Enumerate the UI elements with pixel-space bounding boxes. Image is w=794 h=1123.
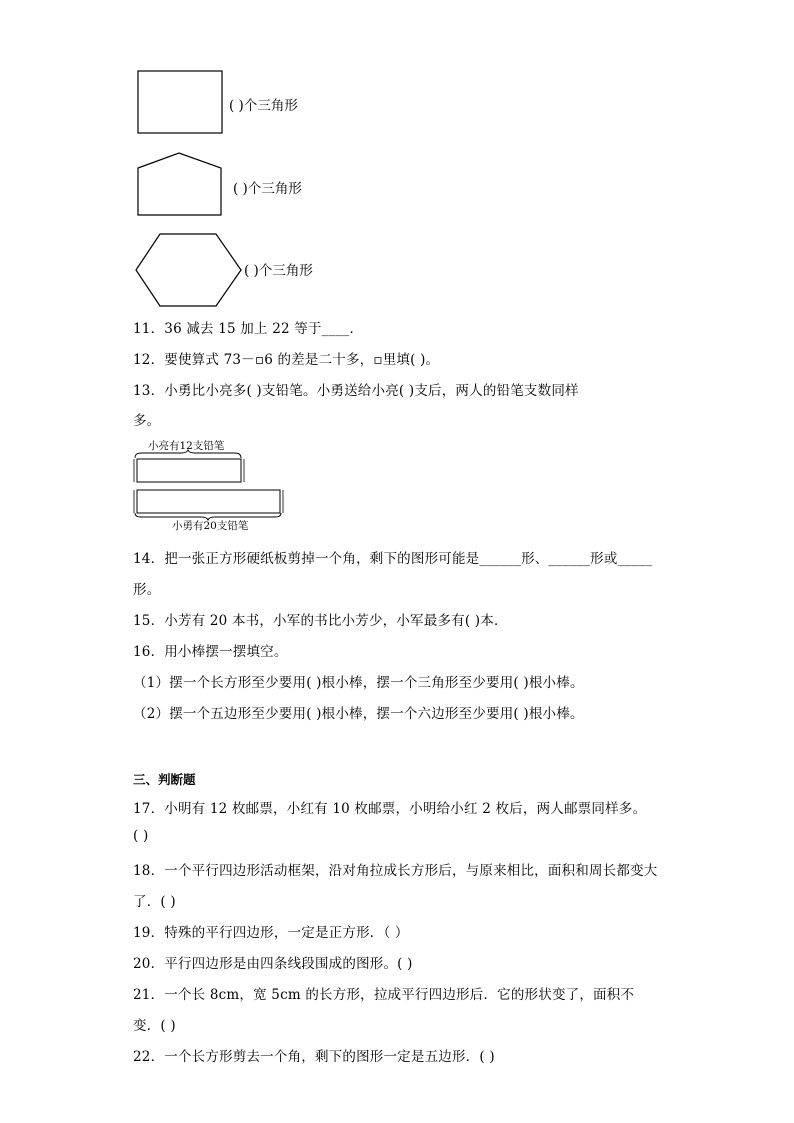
question-16-part2: （2）摆一个五边形至少要用( )根小棒，摆一个六边形至少要用( )根小棒。 [133, 706, 584, 722]
question-14-line1: 14．把一张正方形硬纸板剪掉一个角，剩下的图形可能是______形、______形或_____ [133, 551, 653, 567]
question-17-line1: 17．小明有 12 枚邮票，小红有 10 枚邮票，小明给小红 2 枚后，两人邮票同样多。 [133, 801, 647, 817]
question-16-part1: （1）摆一个长方形至少要用( )根小棒，摆一个三角形至少要用( )根小棒。 [133, 675, 584, 691]
question-11: 11．36 减去 15 加上 22 等于____． [133, 321, 364, 337]
question-14-line2: 形。 [133, 582, 161, 598]
question-17-line2: ( ) [133, 828, 149, 844]
section-title-judgement: 三、判断题 [133, 772, 196, 787]
question-22: 22．一个长方形剪去一个角，剩下的图形一定是五边形．( ) [133, 1049, 495, 1065]
question-13-line1: 13．小勇比小亮多( )支铅笔。小勇送给小亮( )支后，两人的铅笔支数同样 [133, 383, 579, 399]
question-12: 12．要使算式 73－▫6 的差是二十多，▫里填( )。 [133, 352, 440, 368]
diagram-top-label: 小亮有12支铅笔 [148, 440, 225, 452]
question-15: 15．小芳有 20 本书，小军的书比小芳少，小军最多有( )本． [133, 613, 508, 629]
question-16: 16．用小棒摆一摆填空。 [133, 644, 288, 660]
question-18-line2: 了．( ) [133, 894, 176, 910]
question-13-line2: 多。 [133, 413, 161, 429]
question-21-line2: 变．( ) [133, 1018, 176, 1034]
rectangle-triangle-count-blank: ( )个三角形 [229, 98, 298, 114]
pencil-bar-diagram [131, 450, 291, 520]
diagram-bottom-label: 小勇有20支铅笔 [172, 520, 249, 532]
question-19: 19．特殊的平行四边形，一定是正方形．（ ） [133, 925, 409, 941]
pentagon-figure [137, 152, 227, 218]
hexagon-figure [135, 233, 245, 309]
pentagon-triangle-count-blank: ( )个三角形 [233, 181, 302, 197]
question-18-line1: 18．一个平行四边形活动框架，沿对角拉成长方形后，与原来相比，面积和周长都变大 [133, 863, 658, 879]
question-20: 20．平行四边形是由四条线段围成的图形。( ) [133, 956, 413, 972]
question-21-line1: 21．一个长 8cm，宽 5cm 的长方形，拉成平行四边形后．它的形状变了，面积不 [133, 987, 635, 1003]
rectangle-figure [137, 70, 225, 136]
hexagon-triangle-count-blank: ( )个三角形 [244, 263, 313, 279]
